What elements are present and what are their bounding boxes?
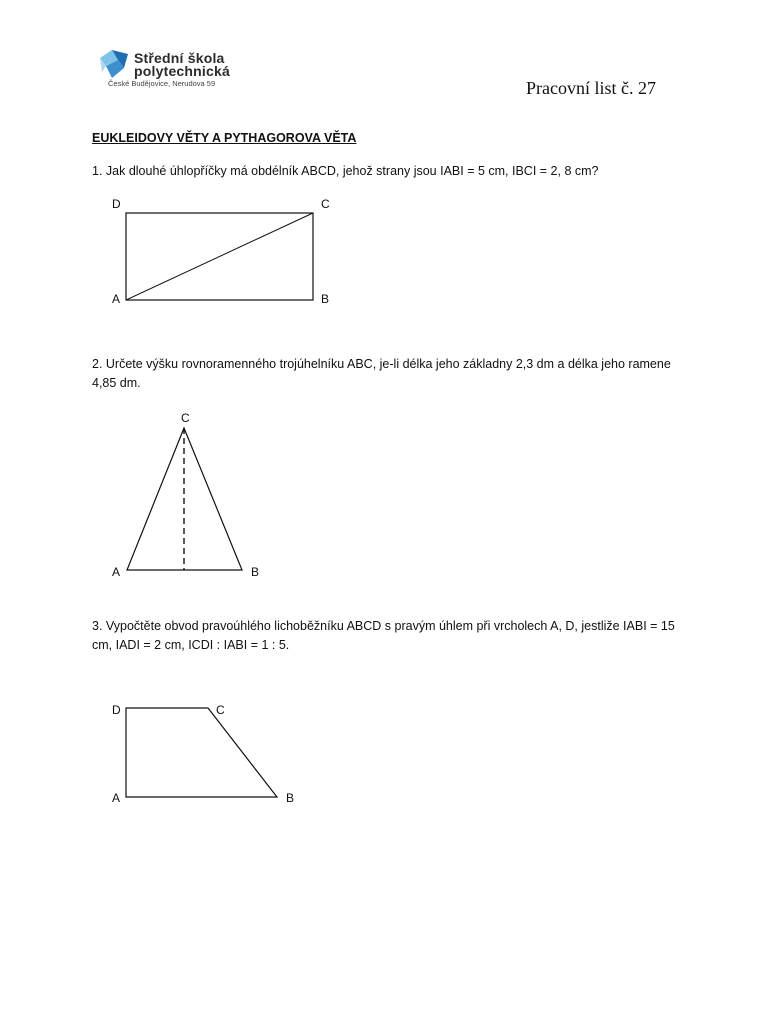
task-1-text: 1. Jak dlouhé úhlopříčky má obdélník ABCD, jehož strany jsou IABI = 5 cm, IBCI = 2, 8 cm? xyxy=(92,164,599,178)
rectangle-diagonal xyxy=(126,213,313,300)
vertex-label-b: B xyxy=(286,791,295,805)
vertex-label-d: D xyxy=(112,703,121,717)
vertex-label-d: D xyxy=(112,197,121,211)
vertex-label-a: A xyxy=(112,565,121,579)
trapezoid-abcd xyxy=(126,708,277,797)
task-2-text: 2. Určete výšku rovnoramenného trojúhelníku ABC, je-li délka jeho základny 2,3 dm a délka jeho ramene 4,85 dm. xyxy=(92,357,671,390)
vertex-label-c: C xyxy=(216,703,225,717)
task-3-text: 3. Vypočtěte obvod pravoúhlého lichoběžníku ABCD s pravým úhlem při vrcholech A, D, jestliže IABI = 15 cm, IADI = 2 cm, ICDI : IABI = 1 : 5. xyxy=(92,619,675,652)
main-heading: EUKLEIDOVY VĚTY A PYTHAGOROVA VĚTA xyxy=(92,131,357,145)
vertex-label-c: C xyxy=(181,411,190,425)
vertex-label-a: A xyxy=(112,791,121,805)
school-address: České Budějovice, Nerudova 59 xyxy=(108,79,216,88)
vertex-label-b: B xyxy=(321,292,330,306)
vertex-label-b: B xyxy=(251,565,260,579)
vertex-label-c: C xyxy=(321,197,330,211)
school-name-line1: Střední škola xyxy=(134,50,225,66)
school-name-line2: polytechnická xyxy=(134,63,230,79)
vertex-label-a: A xyxy=(112,292,121,306)
sheet-title: Pracovní list č. 27 xyxy=(526,78,656,98)
